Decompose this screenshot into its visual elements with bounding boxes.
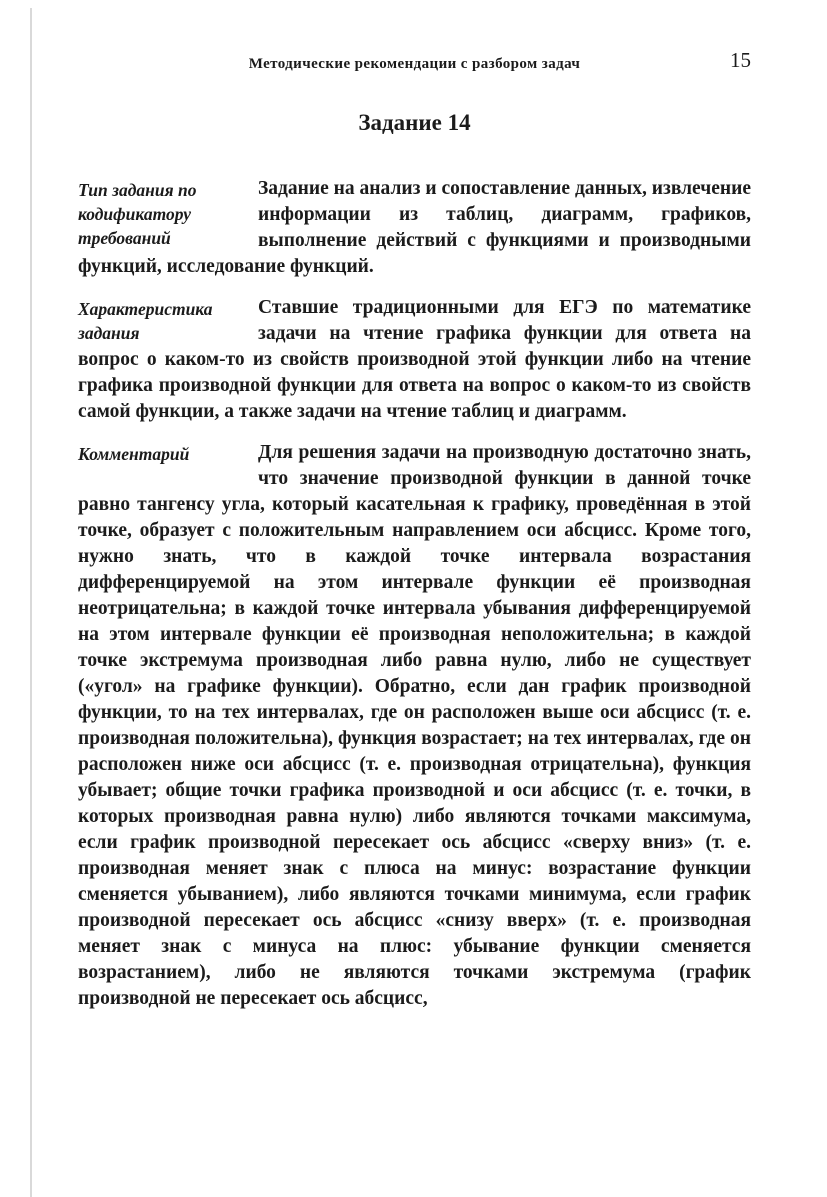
section-label-task-type: Тип задания по кодификатору требований (78, 180, 197, 248)
page-header (78, 48, 751, 80)
page-number: 15 (730, 48, 751, 72)
running-head: Методические рекомендации с разбором задач (248, 56, 581, 72)
section-body-characteristic: Ставшие традиционными для ЕГЭ по математике задачи на чтение графика функции для ответа на вопрос о каком-то из свойств производной этой функции либо на чтение графика производной функции для ответа на вопрос о каком-то из свойств самой функции, а также задачи на чтение таблиц и диаграмм. (78, 297, 751, 422)
section-task-type (78, 176, 751, 280)
section-body-task-type: Задание на анализ и сопоставление данных, извлечение информации из таблиц, диаграмм, графиков, выполнение действий с функциями и производными функций, исследование функций. (78, 178, 751, 277)
task-title: Задание 14 (358, 110, 471, 135)
section-comment (78, 440, 751, 1012)
section-characteristic (78, 295, 751, 425)
section-label-characteristic: Характеристика задания (78, 299, 213, 343)
section-label-comment: Комментарий (78, 444, 190, 464)
section-body-comment: Для решения задачи на производную достаточно знать, что значение производной функции в данной точке равно тангенсу угла, который касательная к графику, проведённая в этой точке, образует с положительным направлением оси абсцисс. Кроме того, нужно знать, что в каждой точке интервала возрастания дифференцируемой на этом интервале функции её производная неотрицательна; в каждой точке интервала убывания дифференцируемой на этом интервале функции её производная неположительна; в каждой точке экстремума производная либо равна нулю, либо не существует («угол» на графике функции). Обратно, если дан график производной функции, то на тех интервалах, где он расположен выше оси абсцисс (т. е. производная положительна), функция возрастает; на тех интервалах, где он расположен ниже оси абсцисс (т. е. производная отрицательна), функция убывает; общие точки графика производной и оси абсцисс (т. е. точки, в которых производная равна нулю) либо являются точками максимума, если график производной пересекает ось абсцисс «сверху вниз» (т. е. производная меняет знак с плюса на минус: возрастание функции сменяется убыванием), либо являются точками минимума, если график производной пересекает ось абсцисс «снизу вверх» (т. е. производная меняет знак с минуса на плюс: убывание функции сменяется возрастанием), либо не являются точками экстремума (график производной не пересекает ось абсцисс, (78, 442, 751, 1009)
page-gutter-shadow (30, 8, 32, 1197)
